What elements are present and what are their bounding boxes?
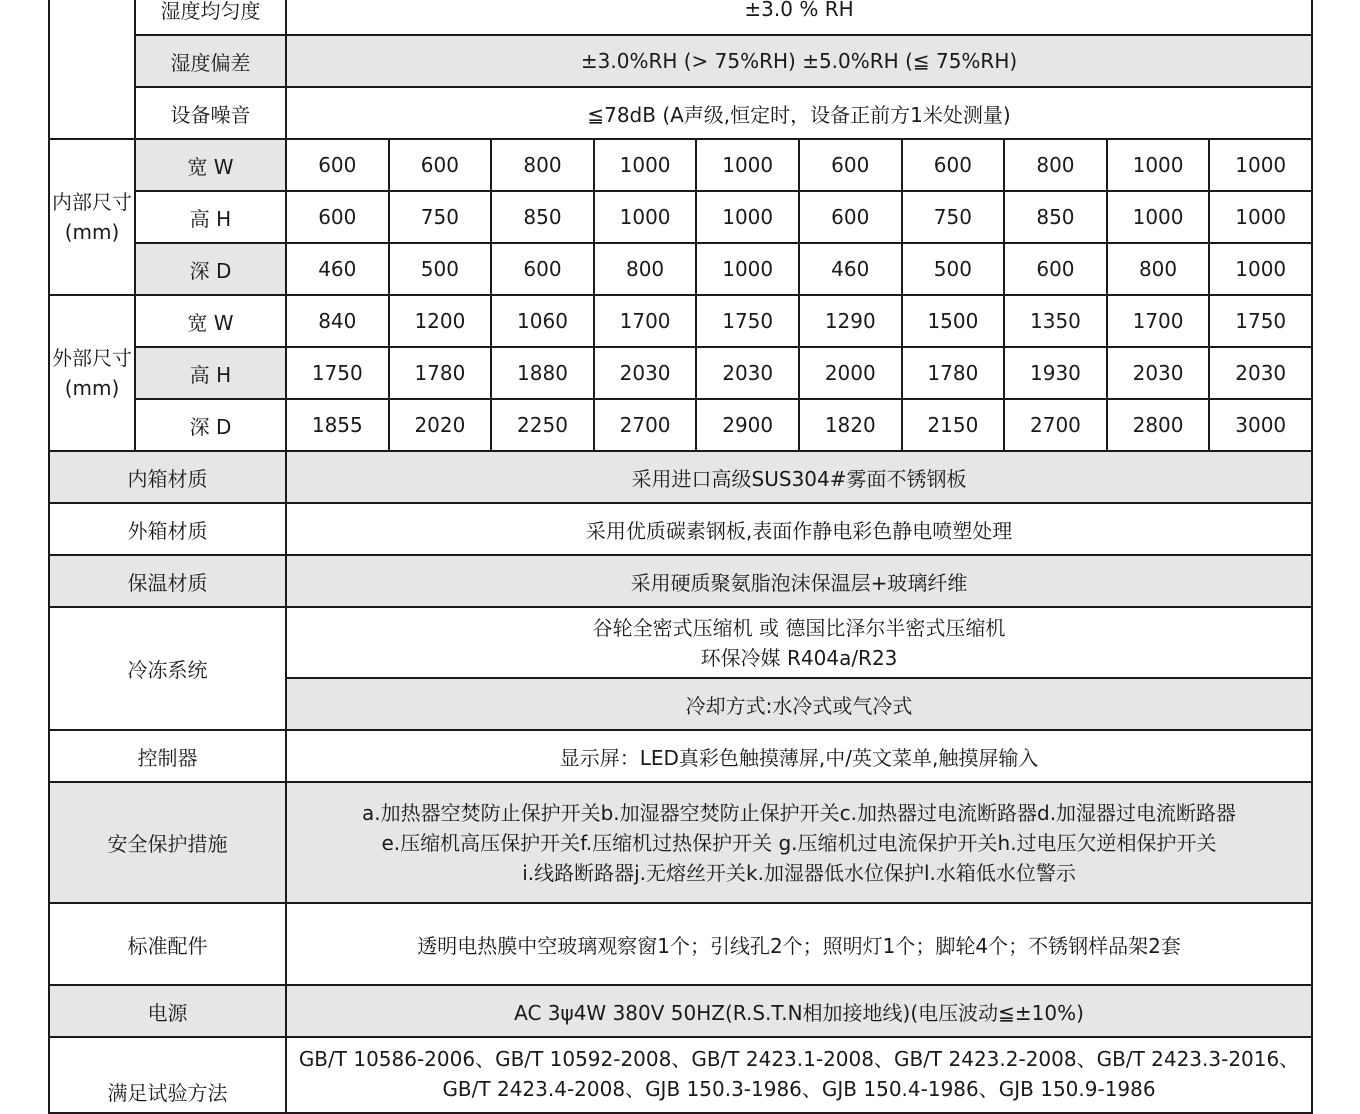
dim-cell: 800 <box>491 139 594 191</box>
dim-cell: 2250 <box>491 399 594 451</box>
refrigeration-value <box>286 607 1312 678</box>
refrigeration-row <box>49 607 1312 678</box>
dim-cell: 750 <box>902 191 1005 243</box>
internal-size-label: 内部尺寸(mm) <box>49 139 135 295</box>
dim-cell: 1000 <box>1209 191 1312 243</box>
safety-line: i.线路断路器j.无熔丝开关k.加湿器低水位保护l.水箱低水位警示 <box>522 860 1076 885</box>
dim-cell: 1880 <box>491 347 594 399</box>
cooling-value: 冷却方式:水冷式或气冷式 <box>286 678 1312 730</box>
dim-cell: 1700 <box>1107 295 1210 347</box>
outer-material-label: 外箱材质 <box>49 503 286 555</box>
dim-cell: 800 <box>594 243 697 295</box>
dim-cell: 460 <box>799 243 902 295</box>
dim-cell: 2900 <box>696 399 799 451</box>
dim-cell: 500 <box>902 243 1005 295</box>
row-label: 湿度均匀度 <box>135 0 286 35</box>
row-value: ±3.0%RH (> 75%RH) ±5.0%RH (≦ 75%RH) <box>286 35 1312 87</box>
dim-cell: 1000 <box>696 191 799 243</box>
dim-cell: 750 <box>389 191 492 243</box>
dim-cell: 1200 <box>389 295 492 347</box>
refrigeration-line: 环保冷媒 R404a/R23 <box>700 645 898 670</box>
test-methods-row <box>49 1037 1312 1113</box>
insulation-row <box>49 555 1312 607</box>
dim-cell: 2030 <box>1107 347 1210 399</box>
dim-cell: 2150 <box>902 399 1005 451</box>
dim-cell: 600 <box>286 191 389 243</box>
dim-cell: 1750 <box>286 347 389 399</box>
external-row-depth <box>49 399 1312 451</box>
dim-cell: 1750 <box>1209 295 1312 347</box>
internal-row-depth <box>49 243 1312 295</box>
dim-cell: 1750 <box>696 295 799 347</box>
env-group-cell <box>49 0 135 139</box>
power-label: 电源 <box>49 985 286 1037</box>
internal-row-height <box>49 191 1312 243</box>
test-methods-value <box>286 1037 1312 1113</box>
dim-cell: 1000 <box>594 139 697 191</box>
dim-cell: 600 <box>1004 243 1107 295</box>
dim-cell: 600 <box>286 139 389 191</box>
dim-label: 高 H <box>135 347 286 399</box>
dim-label: 宽 W <box>135 295 286 347</box>
row-value: ≦78dB (A声级,恒定时，设备正前方1米处测量) <box>286 87 1312 139</box>
insulation-value: 采用硬质聚氨脂泡沫保温层+玻璃纤维 <box>286 555 1312 607</box>
dim-cell: 2030 <box>594 347 697 399</box>
external-row-height <box>49 347 1312 399</box>
outer-material-row <box>49 503 1312 555</box>
inner-material-label: 内箱材质 <box>49 451 286 503</box>
dim-cell: 2020 <box>389 399 492 451</box>
dim-cell: 1700 <box>594 295 697 347</box>
refrigeration-line: 谷轮全密式压缩机 或 德国比泽尔半密式压缩机 <box>592 615 1006 640</box>
row-label: 湿度偏差 <box>135 35 286 87</box>
test-methods-line: GB/T 2423.4-2008、GJB 150.3-1986、GJB 150.4-1986、GJB 150.9-1986 <box>442 1077 1156 1101</box>
dim-cell: 1060 <box>491 295 594 347</box>
safety-value <box>286 782 1312 903</box>
dim-cell: 840 <box>286 295 389 347</box>
dim-cell: 1000 <box>696 243 799 295</box>
controller-value: 显示屏：LED真彩色触摸薄屏,中/英文菜单,触摸屏输入 <box>286 730 1312 782</box>
dim-cell: 1000 <box>594 191 697 243</box>
dim-cell: 2700 <box>1004 399 1107 451</box>
refrigeration-label: 冷冻系统 <box>49 607 286 730</box>
dim-cell: 1290 <box>799 295 902 347</box>
dim-cell: 1855 <box>286 399 389 451</box>
env-row-humidity-deviation <box>49 35 1312 87</box>
test-methods-line: GB/T 10586-2006、GB/T 10592-2008、GB/T 2423.1-2008、GB/T 2423.2-2008、GB/T 2423.3-2016、 <box>298 1047 1300 1071</box>
external-size-label: 外部尺寸(mm) <box>49 295 135 451</box>
dim-cell: 1820 <box>799 399 902 451</box>
accessories-label: 标准配件 <box>49 903 286 985</box>
inner-material-value: 采用进口高级SUS304#雾面不锈钢板 <box>286 451 1312 503</box>
dim-cell: 2000 <box>799 347 902 399</box>
dim-cell: 2800 <box>1107 399 1210 451</box>
dim-cell: 2700 <box>594 399 697 451</box>
test-methods-label-text: 满足试验方法 <box>107 1081 228 1105</box>
dim-cell: 1500 <box>902 295 1005 347</box>
test-methods-label <box>49 1037 286 1113</box>
dim-cell: 1780 <box>389 347 492 399</box>
power-row <box>49 985 1312 1037</box>
dim-cell: 600 <box>799 191 902 243</box>
dim-cell: 2030 <box>1209 347 1312 399</box>
safety-line: a.加热器空焚防止保护开关b.加湿器空焚防止保护开关c.加热器过电流断路器d.加湿器过电流断路器 <box>361 800 1237 825</box>
dim-cell: 3000 <box>1209 399 1312 451</box>
dim-cell: 850 <box>1004 191 1107 243</box>
dim-cell: 1350 <box>1004 295 1107 347</box>
dim-cell: 460 <box>286 243 389 295</box>
safety-label: 安全保护措施 <box>49 782 286 903</box>
controller-row <box>49 730 1312 782</box>
insulation-label: 保温材质 <box>49 555 286 607</box>
dim-label: 深 D <box>135 399 286 451</box>
dim-label: 高 H <box>135 191 286 243</box>
controller-label: 控制器 <box>49 730 286 782</box>
dim-cell: 2030 <box>696 347 799 399</box>
dim-cell: 600 <box>491 243 594 295</box>
dim-label: 深 D <box>135 243 286 295</box>
safety-row <box>49 782 1312 903</box>
dim-cell: 600 <box>799 139 902 191</box>
dim-cell: 1000 <box>1107 191 1210 243</box>
accessories-value: 透明电热膜中空玻璃观察窗1个；引线孔2个；照明灯1个；脚轮4个；不锈钢样品架2套 <box>286 903 1312 985</box>
dim-cell: 1000 <box>1209 139 1312 191</box>
external-row-width <box>49 295 1312 347</box>
env-row-noise <box>49 87 1312 139</box>
internal-row-width <box>49 139 1312 191</box>
dim-cell: 500 <box>389 243 492 295</box>
accessories-row <box>49 903 1312 985</box>
power-value: AC 3ψ4W 380V 50HZ(R.S.T.N相加接地线)(电压波动≦±10%) <box>286 985 1312 1037</box>
row-value: ±3.0 % RH <box>286 0 1312 35</box>
dim-cell: 850 <box>491 191 594 243</box>
dim-label: 宽 W <box>135 139 286 191</box>
dim-cell: 1000 <box>1107 139 1210 191</box>
dim-cell: 1930 <box>1004 347 1107 399</box>
env-row-humidity-uniformity <box>49 0 1312 35</box>
dim-cell: 1780 <box>902 347 1005 399</box>
inner-material-row <box>49 451 1312 503</box>
dim-cell: 600 <box>389 139 492 191</box>
dim-cell: 1000 <box>1209 243 1312 295</box>
safety-line: e.压缩机高压保护开关f.压缩机过热保护开关 g.压缩机过电流保护开关h.过电压欠逆相保护开关 <box>381 830 1217 855</box>
spec-table <box>48 0 1313 1114</box>
dim-cell: 800 <box>1004 139 1107 191</box>
row-label: 设备噪音 <box>135 87 286 139</box>
dim-cell: 600 <box>902 139 1005 191</box>
dim-cell: 800 <box>1107 243 1210 295</box>
dim-cell: 1000 <box>696 139 799 191</box>
outer-material-value: 采用优质碳素钢板,表面作静电彩色静电喷塑处理 <box>286 503 1312 555</box>
